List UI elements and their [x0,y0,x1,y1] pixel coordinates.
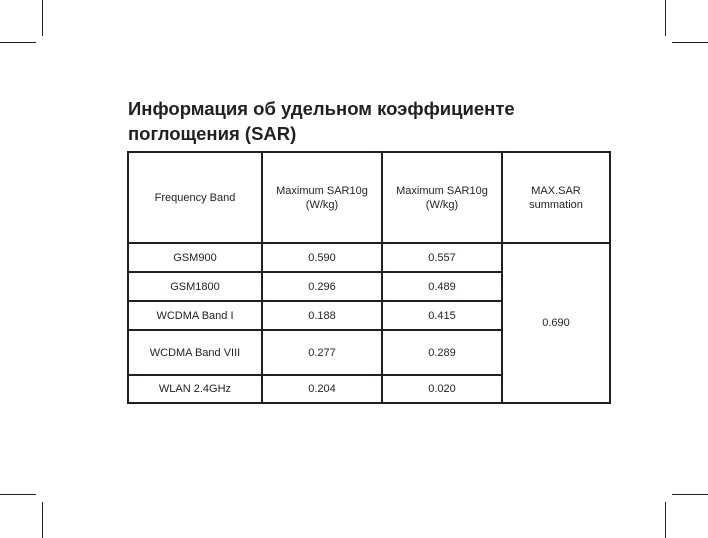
header-max-sar-summation: MAX.SAR summation [502,152,610,243]
header-frequency-band: Frequency Band [128,152,262,243]
sar-value-cell: 0.296 [262,272,382,301]
sar-value-cell: 0.489 [382,272,502,301]
band-cell: WCDMA Band VIII [128,330,262,375]
sar-value-cell: 0.557 [382,243,502,272]
sar-value-cell: 0.020 [382,375,502,403]
sar-value-cell: 0.277 [262,330,382,375]
sar-value-cell: 0.188 [262,301,382,330]
crop-mark-bottom-left-vertical [42,502,43,538]
crop-mark-bottom-left-horizontal [0,494,36,495]
crop-mark-bottom-right-horizontal [672,494,708,495]
crop-mark-top-left-horizontal [0,42,36,43]
band-cell: GSM1800 [128,272,262,301]
sar-value-cell: 0.204 [262,375,382,403]
crop-mark-top-right-vertical [665,0,666,36]
table-header-row [128,152,610,243]
header-max-sar10g-2: Maximum SAR10g (W/kg) [382,152,502,243]
header-max-sar10g-1: Maximum SAR10g (W/kg) [262,152,382,243]
crop-mark-top-right-horizontal [672,42,708,43]
page-title [128,96,598,146]
band-cell: WLAN 2.4GHz [128,375,262,403]
sar-value-cell: 0.415 [382,301,502,330]
sar-value-cell: 0.590 [262,243,382,272]
page-title-line-1: Информация об удельном коэффициенте [128,98,515,119]
table-row [128,243,610,272]
sar-value-cell: 0.289 [382,330,502,375]
page-title-line-2: поглощения (SAR) [128,123,297,144]
crop-mark-bottom-right-vertical [665,502,666,538]
crop-mark-top-left-vertical [42,0,43,36]
band-cell: GSM900 [128,243,262,272]
sar-table [127,151,611,404]
summation-cell: 0.690 [502,243,610,403]
band-cell: WCDMA Band I [128,301,262,330]
